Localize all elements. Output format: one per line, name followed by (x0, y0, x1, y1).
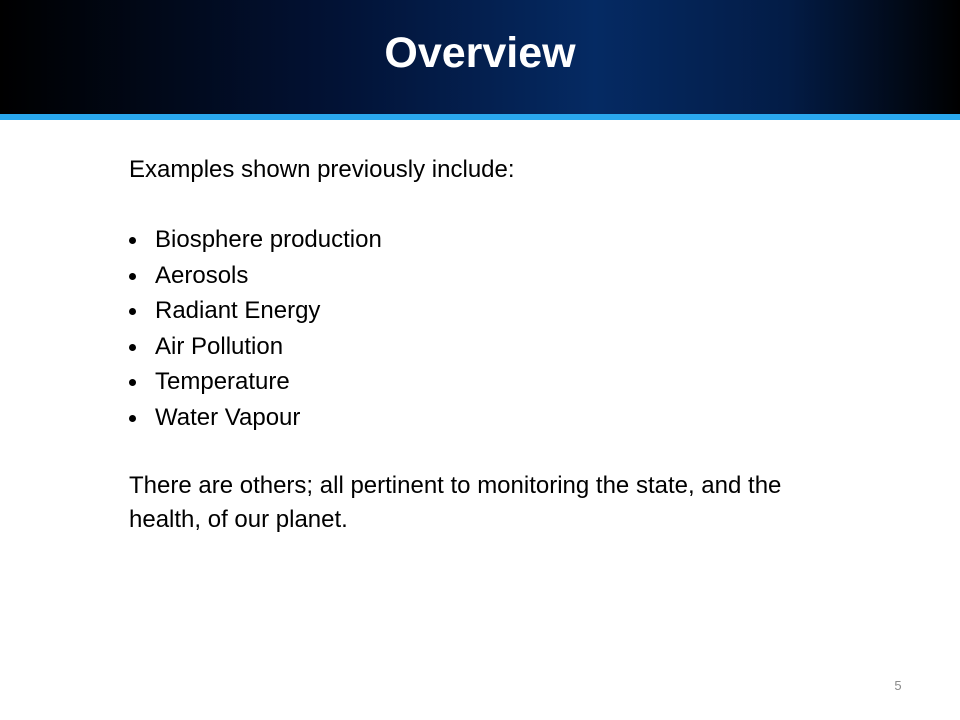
slide-body (129, 152, 849, 537)
slide-title: Overview (384, 29, 576, 77)
bullet-dot-icon (129, 379, 136, 386)
bullet-dot-icon (129, 237, 136, 244)
closing-text: There are others; all pertinent to monitoring the state, and the health, of our planet. (129, 472, 782, 533)
title-accent-rule (0, 114, 960, 120)
list-item-label: Temperature (155, 368, 290, 395)
list-item-label: Water Vapour (155, 403, 301, 431)
bullet-dot-icon (129, 344, 136, 351)
list-item (129, 222, 849, 258)
list-item-label: Aerosols (155, 261, 249, 289)
bullet-dot-icon (129, 415, 136, 422)
list-item-label: Air Pollution (155, 332, 284, 360)
list-item (129, 364, 849, 400)
intro-text: Examples shown previously include: (129, 156, 515, 183)
list-item (129, 329, 849, 365)
page-number: 5 (894, 678, 902, 693)
bullet-dot-icon (129, 273, 136, 280)
list-item-label: Radiant Energy (155, 297, 321, 324)
list-item (129, 400, 849, 436)
example-list (129, 222, 849, 435)
list-item-label: Biosphere production (155, 226, 382, 253)
list-item (129, 293, 849, 329)
list-item (129, 258, 849, 294)
bullet-dot-icon (129, 308, 136, 315)
